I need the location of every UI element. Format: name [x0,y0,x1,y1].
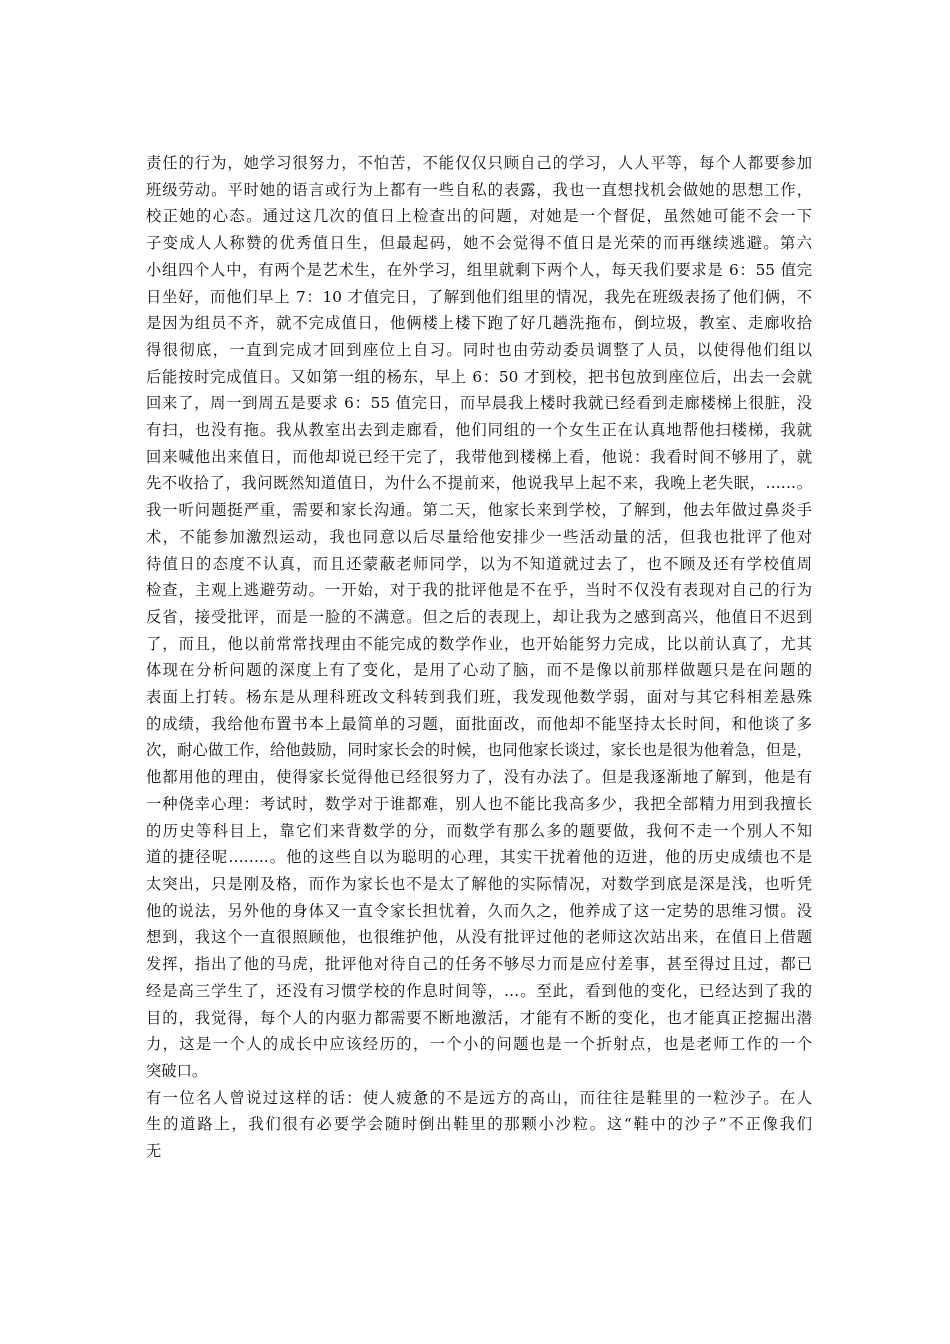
text-line: 术，不能参加激烈运动，我也同意以后尽量给他安排少一些活动量的活，但我也批评了他对 [146,527,812,546]
text-line: 想到，我这个一直很照顾他，也很维护他，从没有批评过他的老师这次站出来，在值日上借题 [146,928,812,947]
text-line: 班级劳动。平时她的语言或行为上都有一些自私的表露，我也一直想找机会做她的思想工作， [146,180,812,199]
text-line: 次，耐心做工作，给他鼓励，同时家长会的时候，也同他家长谈过，家长也是很为他着急，但是， [146,741,812,760]
text-line: 责任的行为，她学习很努力，不怕苦，不能仅仅只顾自己的学习，人人平等，每个人都要参加 [146,154,812,172]
text-line: 校正她的心态。通过这几次的值日上检查出的问题，对她是一个督促，虽然她可能不会一下 [146,207,812,226]
text-line: 他都用他的理由，使得家长觉得他已经很努力了，没有办法了。但是我逐渐地了解到，他是有 [146,768,812,787]
text-line: 后能按时完成值日。又如第一组的杨东，早上 6：50 才到校，把书包放到座位后，出去一会就 [146,367,812,386]
text-line: 我一听问题挺严重，需要和家长沟通。第二天，他家长来到学校，了解到，他去年做过鼻炎手 [146,501,812,520]
text-line: 子变成人人称赞的优秀值日生，但最起码，她不会觉得不值日是光荣的而再继续逃避。第六 [146,234,812,253]
text-line: 突破口。 [146,1061,208,1080]
text-line: 有扫，也没有拖。我从教室出去到走廊看，他们同组的一个女生正在认真地帮他扫楼梯，我就 [146,421,812,440]
text-line: 得很彻底，一直到完成才回到座位上自习。同时也由劳动委员调整了人员，以使得他们组以 [146,340,812,359]
text-line: 一种侥幸心理：考试时，数学对于谁都难，别人也不能比我高多少，我把全部精力用到我擅长 [146,794,812,813]
text-line: 他的说法，另外他的身体又一直令家长担忧着，久而久之，他养成了这一定势的思维习惯。没 [146,901,812,920]
text-line: 回来喊他出来值日，而他却说已经干完了，我带他到楼梯上看，他说：我看时间不够用了，就 [146,447,812,466]
text-line: 待值日的态度不认真，而且还蒙蔽老师同学，以为不知道就过去了，也不顾及还有学校值周 [146,554,812,573]
text-line: 日坐好，而他们早上 7：10 才值完日，了解到他们组里的情况，我先在班级表扬了他们俩，不 [146,287,812,306]
text-line: 体现在分析问题的深度上有了变化，是用了心动了脑，而不是像以前那样做题只是在问题的 [146,661,812,680]
text-line: 力，这是一个人的成长中应该经历的，一个小的问题也是一个折射点，也是老师工作的一个 [146,1035,812,1054]
paragraph-1 [146,150,812,1085]
text-line: 回来了，周一到周五是要求 6：55 值完日，而早晨我上楼时我就已经看到走廊楼梯上很脏，没 [146,394,812,413]
text-line: 目的，我觉得，每个人的内驱力都需要不断地激活，才能有不断的变化，也才能真正挖掘出潜 [146,1008,812,1027]
document-body [146,150,812,1165]
text-line: 太突出，只是刚及格，而作为家长也不是太了解他的实际情况，对数学到底是深是浅，也听凭 [146,874,812,893]
text-line: 道的捷径呢……..。他的这些自以为聪明的心理，其实干扰着他的迈进，他的历史成绩也不是 [146,848,812,867]
text-line: 的成绩，我给他布置书本上最简单的习题，面批面改，而他却不能坚持太长时间，和他谈了多 [146,714,812,733]
text-line: 小组四个人中，有两个是艺术生，在外学习，组里就剩下两个人，每天我们要求是 6：55 值完 [146,260,812,279]
text-line: 是因为组员不齐，就不完成值日，他俩楼上楼下跑了好几趟洗拖布，倒垃圾，教室、走廊收拾 [146,314,812,333]
text-line: 表面上打转。杨东是从理科班改文科转到我们班，我发现他数学弱，面对与其它科相差悬殊 [146,688,812,707]
text-line: 先不收拾了，我问既然知道值日，为什么不提前来，他说我早上起不来，我晚上老失眠，……。 [146,474,812,493]
text-line: 无 [146,1142,162,1161]
text-line: 发挥，指出了他的马虎，批评他对待自己的任务不够尽力而是应付差事，甚至得过且过，都已 [146,955,812,974]
text-line: 有一位名人曾说过这样的话：使人疲惫的不是远方的高山，而往往是鞋里的一粒沙子。在人 [146,1088,812,1107]
paragraph-2 [146,1085,812,1165]
text-line: 生的道路上，我们很有必要学会随时倒出鞋里的那颗小沙粒。这“鞋中的沙子”不正像我们 [146,1115,812,1134]
text-line: 的历史等科目上，靠它们来背数学的分，而数学有那么多的题要做，我何不走一个别人不知 [146,821,812,840]
text-line: 了，而且，他以前常常找理由不能完成的数学作业，也开始能努力完成，比以前认真了，尤其 [146,634,812,653]
text-line: 反省，接受批评，而是一脸的不满意。但之后的表现上，却让我为之感到高兴，他值日不迟到 [146,607,812,626]
text-line: 经是高三学生了，还没有习惯学校的作息时间等，…。至此，看到他的变化，已经达到了我的 [146,981,812,1000]
text-line: 检查，主观上逃避劳动。一开始，对于我的批评他是不在乎，当时不仅没有表现对自己的行为 [146,581,812,600]
